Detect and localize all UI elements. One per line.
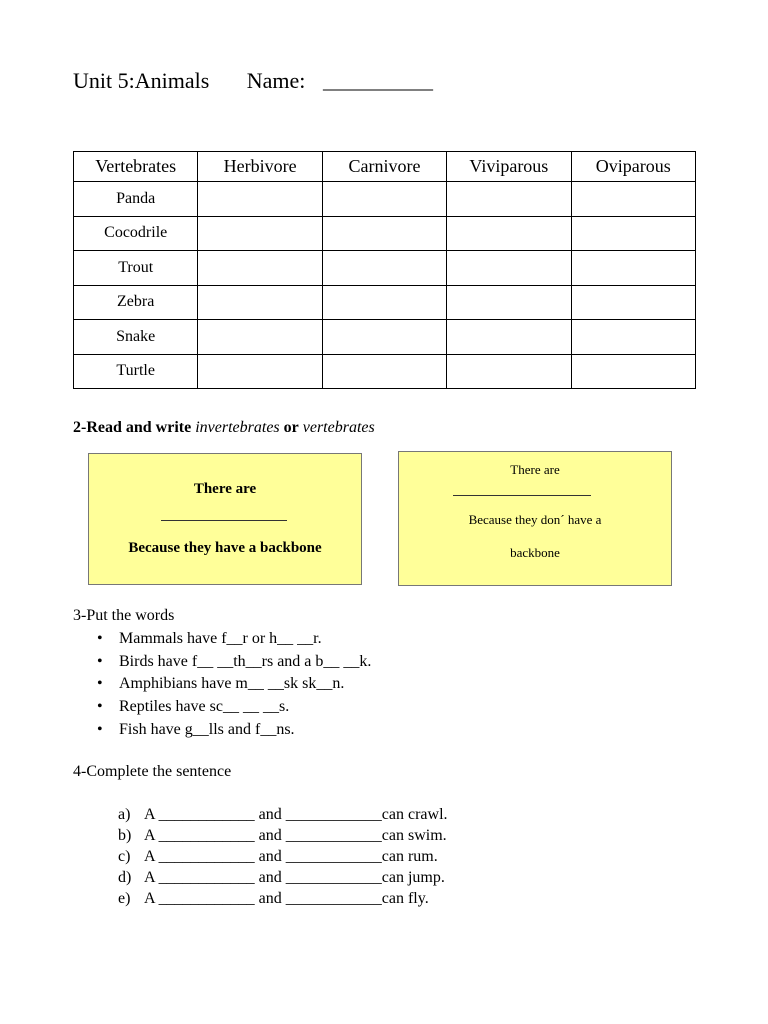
word-invertebrates: invertebrates [195,419,280,436]
box-left-answer-line[interactable] [161,520,287,521]
list-item-text: Fish have g__lls and f__ns. [119,720,295,738]
bullet-icon: • [97,675,103,693]
list-item-text: Reptiles have sc__ __ __s. [119,698,290,716]
row-label-panda: Panda [74,182,198,217]
answer-cell[interactable] [447,320,571,355]
bullet-icon: • [97,630,103,647]
row-label-zebra: Zebra [74,285,198,320]
answer-cell[interactable] [571,182,695,217]
section-2-heading [73,419,375,437]
list-item [97,628,371,651]
answer-cell[interactable] [198,251,322,286]
complete-sentence-list [118,804,448,909]
word-or: or [283,419,299,436]
table-row [74,251,696,286]
answer-cell[interactable] [322,182,446,217]
answer-cell[interactable] [571,216,695,251]
column-header-carnivore: Carnivore [322,152,446,182]
row-label-cocodrile: Cocodrile [74,216,198,251]
section-3-heading: 3-Put the words [73,607,175,624]
list-item [118,825,448,846]
vertebrates-answer-box [88,453,362,585]
list-item [118,804,448,825]
list-item-text: Amphibians have m__ __sk sk__n. [119,675,345,693]
animal-classification-table [73,151,696,389]
item-marker: a) [118,806,131,823]
section-4-heading: 4-Complete the sentence [73,763,232,780]
answer-cell[interactable] [322,320,446,355]
answer-cell[interactable] [198,354,322,389]
list-item [118,888,448,909]
list-item [97,696,371,719]
row-label-snake: Snake [74,320,198,355]
sentence-text: A ____________ and ____________can swim. [144,827,447,844]
row-label-turtle: Turtle [74,354,198,389]
item-marker: b) [118,827,132,844]
bullet-icon: • [97,720,103,738]
list-item [97,651,371,674]
table-row [74,216,696,251]
box-right-answer-line[interactable] [453,495,591,496]
invertebrates-answer-box [398,451,672,586]
column-header-vertebrates: Vertebrates [74,152,198,182]
answer-cell[interactable] [447,354,571,389]
answer-cell[interactable] [198,285,322,320]
list-item-text: Birds have f__ __th__rs and a b__ __k. [119,652,372,670]
box-left-line-2: Because they have a backbone [128,540,322,556]
bullet-icon: • [97,698,103,716]
table-row [74,354,696,389]
sentence-text: A ____________ and ____________can crawl. [144,806,448,823]
answer-cell[interactable] [447,251,571,286]
column-header-oviparous: Oviparous [571,152,695,182]
box-right-line-3: backbone [510,545,560,560]
answer-cell[interactable] [447,216,571,251]
answer-cell[interactable] [198,216,322,251]
box-left-line-1: There are [193,481,257,497]
box-right-line-2: Because they don´ have a [468,512,602,527]
list-item [97,673,371,696]
word-vertebrates: vertebrates [302,419,375,436]
answer-cell[interactable] [447,182,571,217]
answer-cell[interactable] [322,251,446,286]
section-2-prefix: 2-Read and write [73,419,192,436]
table-header-row [74,152,696,182]
answer-cell[interactable] [447,285,571,320]
answer-cell[interactable] [571,320,695,355]
answer-cell[interactable] [571,251,695,286]
list-item-text: Mammals have f__r or h__ __r. [119,630,322,647]
bullet-icon: • [97,652,103,670]
row-label-trout: Trout [74,251,198,286]
table-row [74,320,696,355]
answer-cell[interactable] [198,320,322,355]
fill-words-list [97,628,371,741]
list-item [118,846,448,867]
box-right-line-1: There are [510,462,560,477]
answer-cell[interactable] [322,285,446,320]
sentence-text: A ____________ and ____________can fly. [144,890,429,907]
column-header-viviparous: Viviparous [447,152,571,182]
name-label: Name: [246,68,306,93]
answer-cell[interactable] [322,216,446,251]
sentence-text: A ____________ and ____________can rum. [144,848,438,865]
table-row [74,285,696,320]
list-item [118,867,448,888]
answer-cell[interactable] [571,354,695,389]
column-header-herbivore: Herbivore [198,152,322,182]
sentence-text: A ____________ and ____________can jump. [144,869,445,886]
item-marker: c) [118,848,131,865]
answer-cell[interactable] [322,354,446,389]
list-item [97,719,371,742]
item-marker: e) [118,890,131,907]
page-title: Unit 5:Animals [73,68,210,93]
worksheet-header [73,68,433,94]
item-marker: d) [118,869,132,886]
name-blank: ___________ [322,71,433,93]
table-row [74,182,696,217]
answer-cell[interactable] [198,182,322,217]
answer-cell[interactable] [571,285,695,320]
